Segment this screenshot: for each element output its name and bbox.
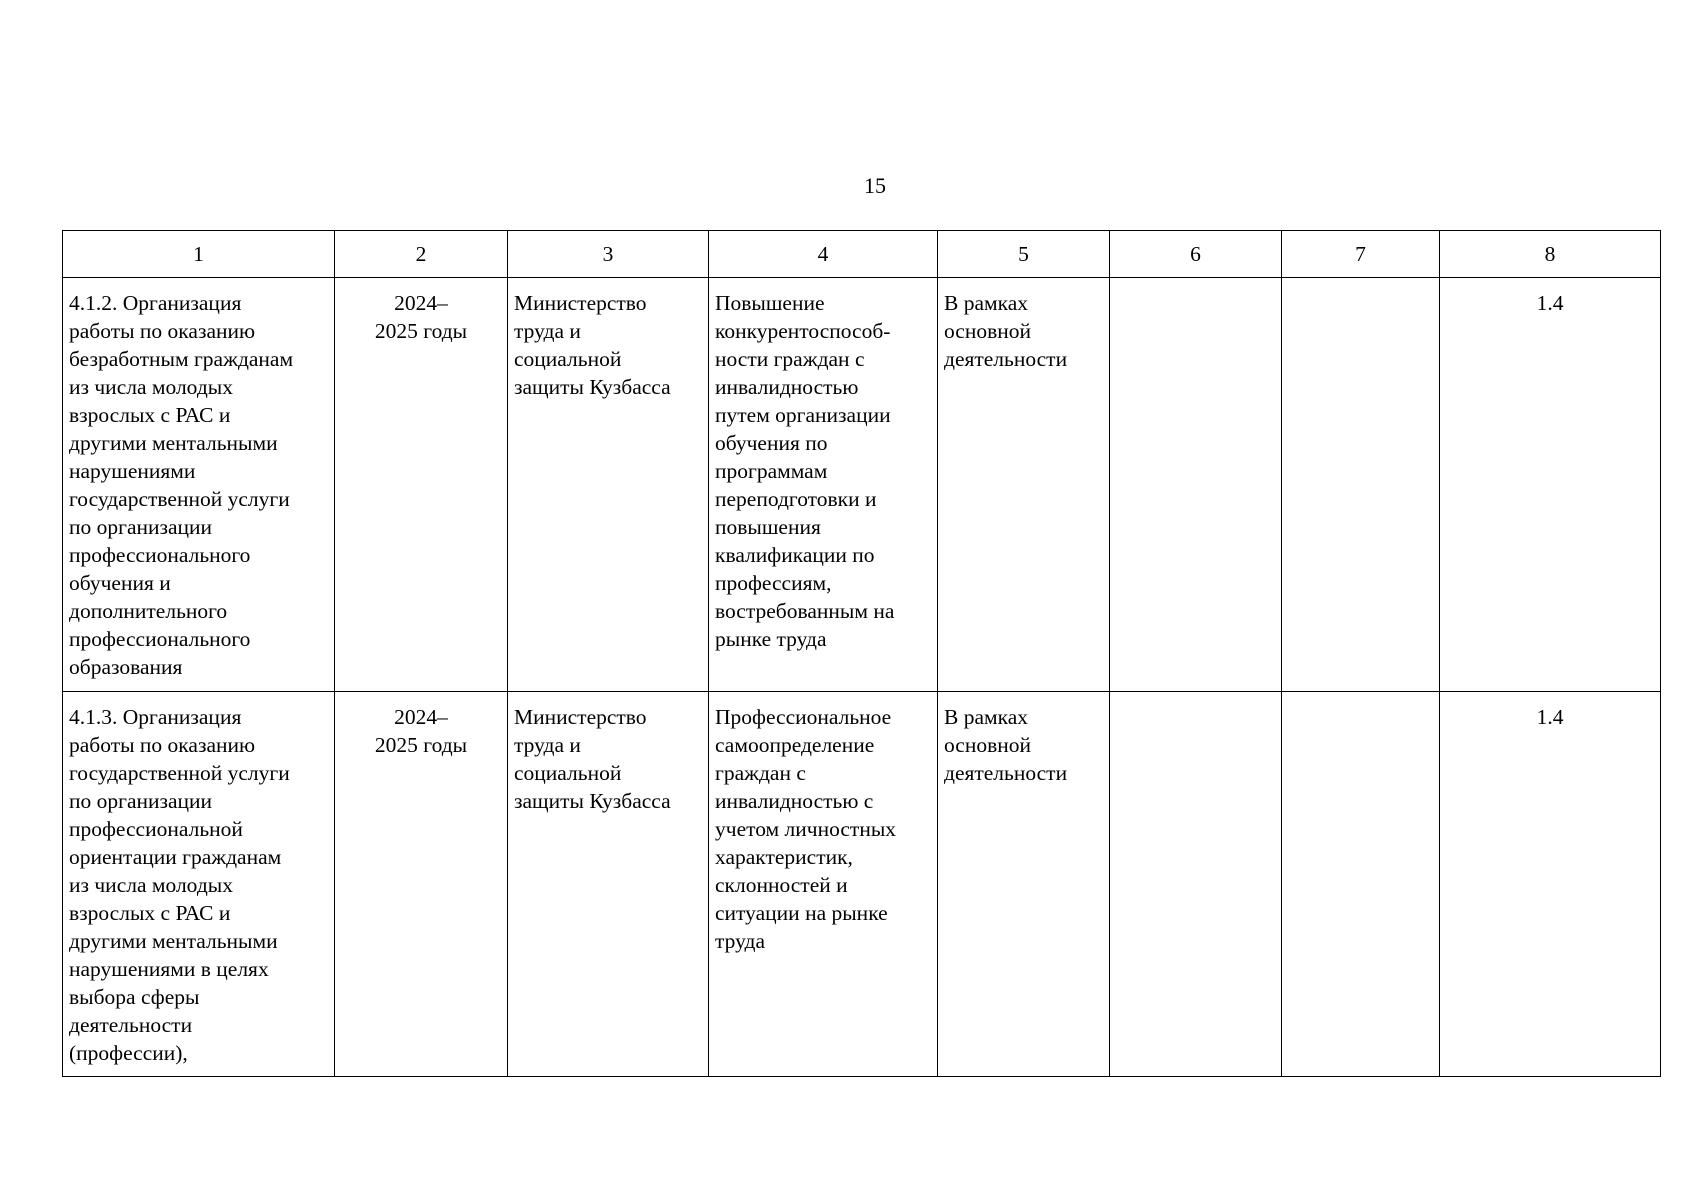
column-header-1: 1 [63, 231, 335, 278]
table-header-row [63, 231, 1661, 278]
column-7-cell [1282, 278, 1440, 692]
column-6-cell [1110, 692, 1282, 1077]
column-header-6: 6 [1110, 231, 1282, 278]
measure-name-cell: 4.1.3. Организация работы по оказанию государственной услуги по организации профессиональной ориентации гражданам из числа молодых взрослых с РАС и другими ментальными нарушениями в целях выбора сферы деятельности (профессии), [63, 692, 335, 1077]
measure-name-cell: 4.1.2. Организация работы по оказанию безработным гражданам из числа молодых взрослых с РАС и другими ментальными нарушениями государственной услуги по организации профессионального обучения и дополнительного профессионального образования [63, 278, 335, 692]
expected-result-cell: Профессиональное самоопределение граждан с инвалидностью с учетом личностных характеристик, склонностей и ситуации на рынке труда [709, 692, 938, 1077]
table-row [63, 278, 1661, 692]
column-header-4: 4 [709, 231, 938, 278]
period-cell: 2024– 2025 годы [335, 278, 508, 692]
column-header-5: 5 [938, 231, 1110, 278]
executor-cell: Министерство труда и социальной защиты Кузбасса [508, 278, 709, 692]
executor-cell: Министерство труда и социальной защиты Кузбасса [508, 692, 709, 1077]
table-row [63, 692, 1661, 1077]
column-7-cell [1282, 692, 1440, 1077]
column-header-2: 2 [335, 231, 508, 278]
indicator-ref-cell: 1.4 [1440, 692, 1661, 1077]
indicator-ref-cell: 1.4 [1440, 278, 1661, 692]
period-cell: 2024– 2025 годы [335, 692, 508, 1077]
column-header-7: 7 [1282, 231, 1440, 278]
funding-cell: В рамках основной деятельности [938, 692, 1110, 1077]
column-header-8: 8 [1440, 231, 1661, 278]
column-header-3: 3 [508, 231, 709, 278]
funding-cell: В рамках основной деятельности [938, 278, 1110, 692]
expected-result-cell: Повышение конкурентоспособ- ности граждан с инвалидностью путем организации обучения по программам переподготовки и повышения квалификации по профессиям, востребованным на рынке труда [709, 278, 938, 692]
page-number: 15 [864, 173, 886, 198]
column-6-cell [1110, 278, 1282, 692]
measures-table [62, 230, 1661, 1077]
